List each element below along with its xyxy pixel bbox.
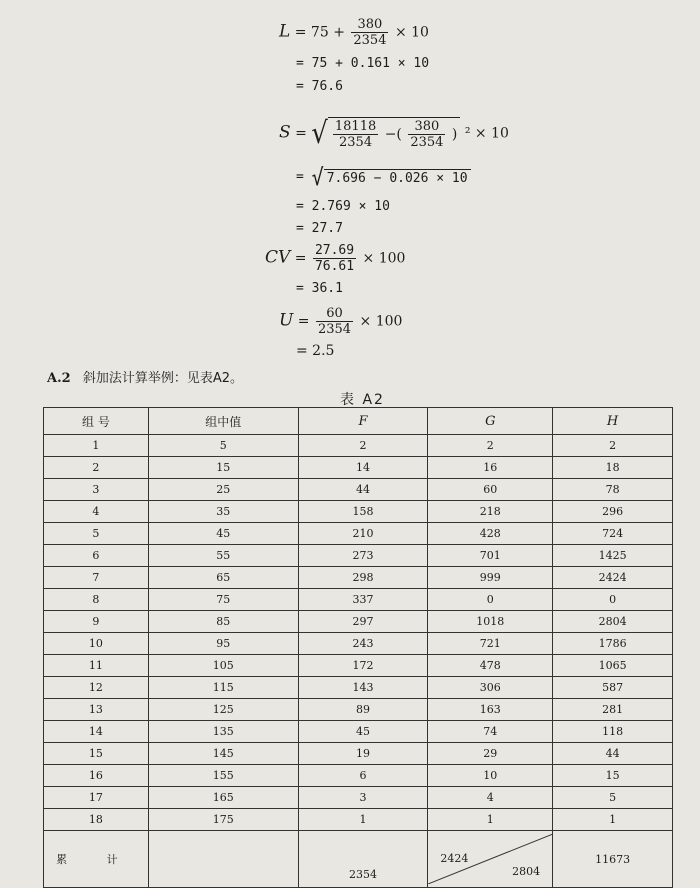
cell-group-no: 14	[44, 721, 149, 743]
cell-f: 210	[298, 523, 428, 545]
table-header-row	[44, 408, 673, 435]
equation-l-line3: = 76.6	[296, 79, 343, 94]
cell-group-no: 6	[44, 545, 149, 567]
cell-h: 296	[553, 501, 673, 523]
total-label: 累 计	[44, 831, 149, 888]
cell-f: 89	[298, 699, 428, 721]
cell-mid-value: 5	[148, 435, 298, 457]
cell-h: 1065	[553, 655, 673, 677]
table-row	[44, 721, 673, 743]
cell-g: 721	[428, 633, 553, 655]
cell-mid-value: 55	[148, 545, 298, 567]
cell-g: 701	[428, 545, 553, 567]
cell-group-no: 13	[44, 699, 149, 721]
cell-g: 16	[428, 457, 553, 479]
cell-mid-value: 65	[148, 567, 298, 589]
cell-h: 18	[553, 457, 673, 479]
cell-g: 10	[428, 765, 553, 787]
cell-h: 5	[553, 787, 673, 809]
table-row	[44, 677, 673, 699]
cell-mid-value: 165	[148, 787, 298, 809]
equation-s-line2: = √ 7.696 − 0.026 × 10	[296, 165, 471, 189]
table-row	[44, 457, 673, 479]
table-row	[44, 501, 673, 523]
cell-f: 6	[298, 765, 428, 787]
radical-s: $\frac{18118}{2354}$ −( $\frac{380}{2354}$ )	[328, 117, 460, 150]
equation-u-line2: = 2.5	[296, 343, 335, 359]
cell-h: 15	[553, 765, 673, 787]
header-g: G	[428, 408, 553, 435]
equation-cv-line2: = 36.1	[296, 281, 343, 296]
section-text: 斜加法计算举例：见表A2。	[82, 371, 243, 386]
cell-f: 14	[298, 457, 428, 479]
cell-g: 60	[428, 479, 553, 501]
table-row	[44, 545, 673, 567]
cell-g: 74	[428, 721, 553, 743]
variable-s: S	[279, 122, 291, 143]
cell-mid-value: 25	[148, 479, 298, 501]
cell-f: 2	[298, 435, 428, 457]
table-row	[44, 787, 673, 809]
cell-group-no: 3	[44, 479, 149, 501]
cell-f: 243	[298, 633, 428, 655]
total-empty-cell	[148, 831, 298, 888]
cell-group-no: 5	[44, 523, 149, 545]
total-g-upper: 2424	[440, 852, 469, 865]
section-number: A.2	[47, 371, 71, 386]
data-table	[43, 407, 673, 888]
table-row	[44, 743, 673, 765]
cell-f: 3	[298, 787, 428, 809]
cell-g: 4	[428, 787, 553, 809]
table-row	[44, 633, 673, 655]
table-row	[44, 435, 673, 457]
cell-f: 158	[298, 501, 428, 523]
cell-mid-value: 135	[148, 721, 298, 743]
total-g-split-cell	[428, 831, 553, 888]
cell-mid-value: 125	[148, 699, 298, 721]
header-h: H	[553, 408, 673, 435]
variable-u: U	[279, 310, 294, 331]
equation-s-line3: = 2.769 × 10	[296, 199, 390, 214]
cell-g: 999	[428, 567, 553, 589]
cell-f: 19	[298, 743, 428, 765]
cell-f: 298	[298, 567, 428, 589]
table-row	[44, 523, 673, 545]
table-row	[44, 567, 673, 589]
table-row	[44, 809, 673, 831]
table-row	[44, 611, 673, 633]
cell-f: 45	[298, 721, 428, 743]
cell-g: 478	[428, 655, 553, 677]
cell-h: 2804	[553, 611, 673, 633]
cell-mid-value: 105	[148, 655, 298, 677]
cell-f: 1	[298, 809, 428, 831]
fraction-l: $\frac{380}{2354}$	[353, 17, 387, 48]
header-f: F	[298, 408, 428, 435]
total-g-lower: 2804	[512, 865, 541, 878]
cell-group-no: 10	[44, 633, 149, 655]
cell-g: 0	[428, 589, 553, 611]
table-row	[44, 699, 673, 721]
variable-l: L	[279, 21, 291, 42]
cell-mid-value: 155	[148, 765, 298, 787]
cell-mid-value: 35	[148, 501, 298, 523]
equation-s-line4: = 27.7	[296, 221, 343, 236]
table-row	[44, 765, 673, 787]
cell-mid-value: 85	[148, 611, 298, 633]
cell-group-no: 9	[44, 611, 149, 633]
cell-h: 118	[553, 721, 673, 743]
table-row	[44, 479, 673, 501]
cell-f: 273	[298, 545, 428, 567]
cell-group-no: 4	[44, 501, 149, 523]
table-row	[44, 655, 673, 677]
cell-f: 172	[298, 655, 428, 677]
equation-s-line1: S = √ $\frac{18118}{2354}$ −( $\frac{380}{2354}$ ) ² × 10	[279, 116, 509, 151]
cell-h: 2424	[553, 567, 673, 589]
table-row	[44, 589, 673, 611]
sqrt-icon: √	[311, 116, 328, 151]
cell-f: 337	[298, 589, 428, 611]
cell-mid-value: 115	[148, 677, 298, 699]
cell-g: 1018	[428, 611, 553, 633]
section-a2	[47, 367, 243, 386]
cell-g: 428	[428, 523, 553, 545]
cell-group-no: 18	[44, 809, 149, 831]
cell-h: 1786	[553, 633, 673, 655]
cell-group-no: 1	[44, 435, 149, 457]
cell-h: 1425	[553, 545, 673, 567]
cell-mid-value: 145	[148, 743, 298, 765]
cell-g: 163	[428, 699, 553, 721]
cell-h: 44	[553, 743, 673, 765]
cell-g: 1	[428, 809, 553, 831]
cell-h: 724	[553, 523, 673, 545]
cell-group-no: 2	[44, 457, 149, 479]
cell-mid-value: 75	[148, 589, 298, 611]
cell-h: 78	[553, 479, 673, 501]
cell-group-no: 17	[44, 787, 149, 809]
total-f: 2354	[298, 831, 428, 888]
equation-l-line2: = 75 + 0.161 × 10	[296, 56, 430, 71]
table-total-row	[44, 831, 673, 888]
equation-cv-line1: CV = $\frac{27.69}{76.61}$ × 100	[265, 243, 406, 274]
cell-group-no: 12	[44, 677, 149, 699]
cell-h: 2	[553, 435, 673, 457]
variable-cv: CV	[265, 247, 291, 268]
header-group-no: 组 号	[44, 408, 149, 435]
cell-group-no: 16	[44, 765, 149, 787]
cell-h: 587	[553, 677, 673, 699]
cell-h: 1	[553, 809, 673, 831]
equation-l-line1: L = 75 + $\frac{380}{2354}$ × 10	[279, 17, 429, 48]
sqrt-icon: √	[311, 163, 324, 191]
cell-f: 143	[298, 677, 428, 699]
equation-u-line1: U = $\frac{60}{2354}$ × 100	[279, 306, 403, 337]
table-caption: 表 A2	[340, 392, 385, 408]
cell-g: 306	[428, 677, 553, 699]
cell-h: 0	[553, 589, 673, 611]
cell-f: 44	[298, 479, 428, 501]
cell-g: 29	[428, 743, 553, 765]
cell-mid-value: 15	[148, 457, 298, 479]
cell-mid-value: 175	[148, 809, 298, 831]
header-mid-value: 组中值	[148, 408, 298, 435]
cell-group-no: 11	[44, 655, 149, 677]
cell-mid-value: 95	[148, 633, 298, 655]
cell-h: 281	[553, 699, 673, 721]
cell-group-no: 8	[44, 589, 149, 611]
cell-f: 297	[298, 611, 428, 633]
cell-group-no: 15	[44, 743, 149, 765]
cell-group-no: 7	[44, 567, 149, 589]
total-h: 11673	[553, 831, 673, 888]
cell-g: 218	[428, 501, 553, 523]
cell-g: 2	[428, 435, 553, 457]
cell-mid-value: 45	[148, 523, 298, 545]
